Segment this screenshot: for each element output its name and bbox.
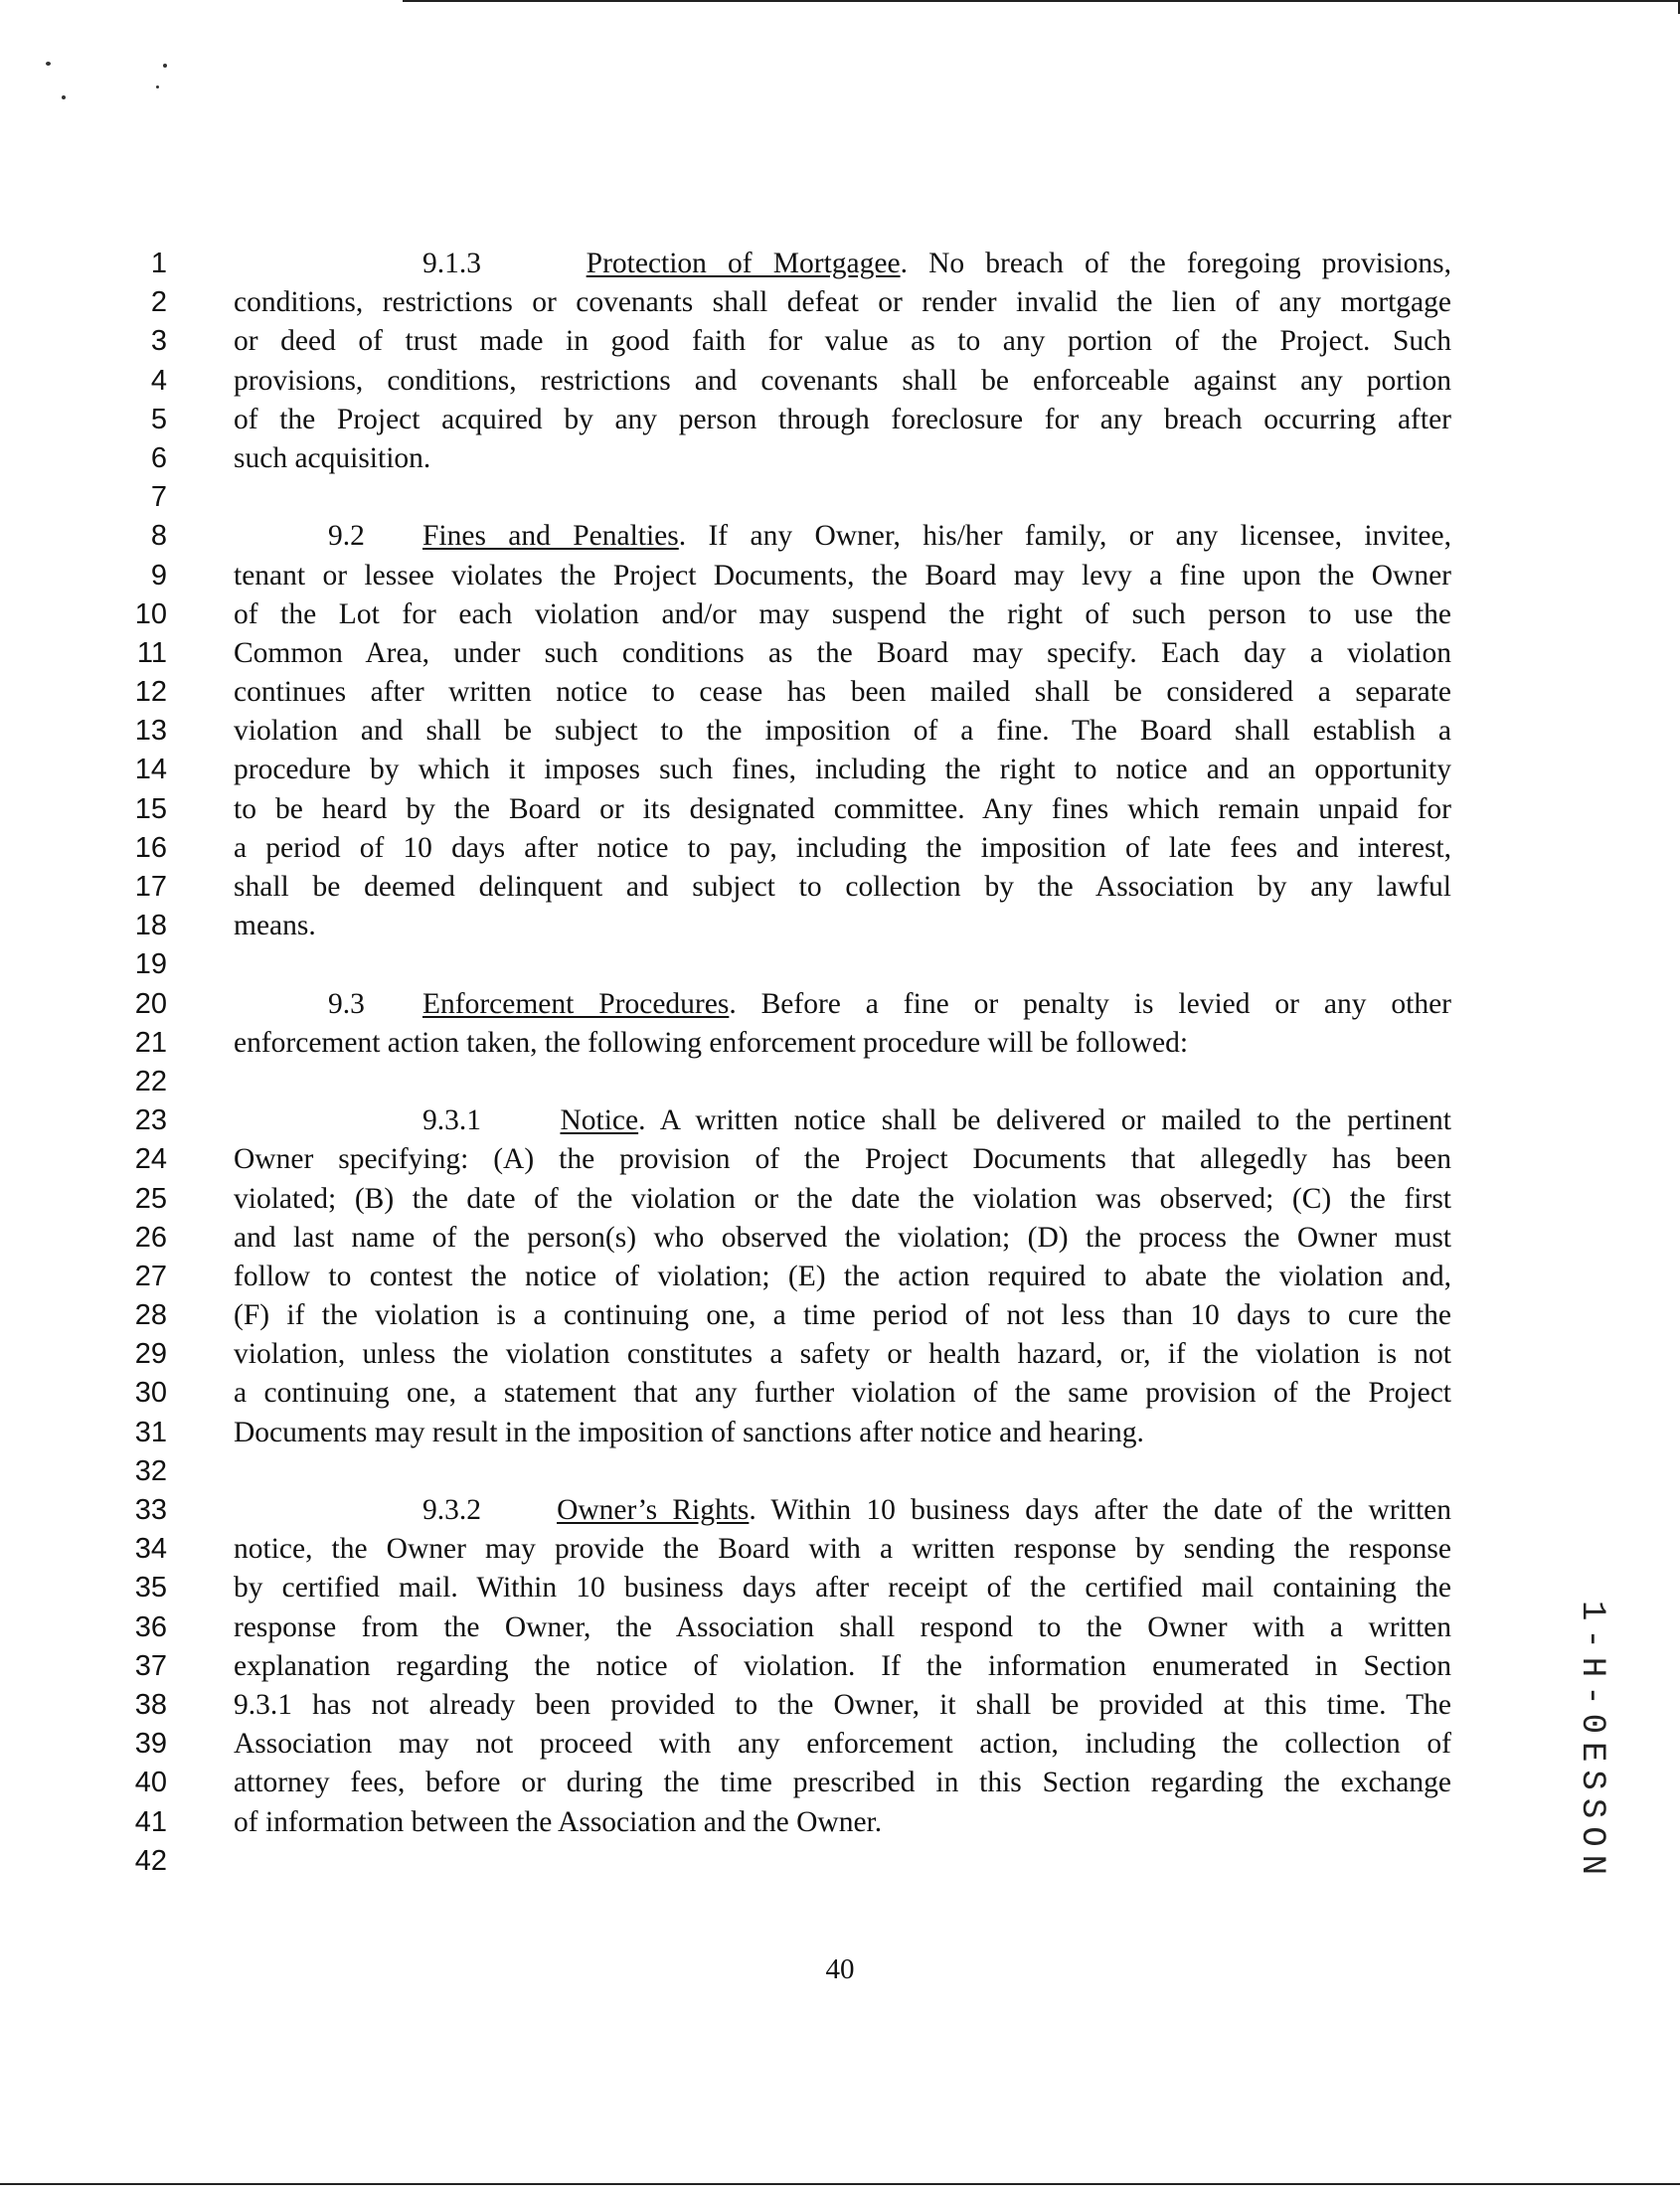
line-number: 16 [134,831,167,864]
paragraph-9-3-1-line: a continuing one, a statement that any further violation of the same provision of the Project [234,1377,1451,1410]
line-number: 32 [134,1454,167,1487]
paragraph-9-2-line: of the Lot for each violation and/or may suspend the right of such person to use the [234,597,1451,630]
paragraph-9-3-2-line: attorney fees, before or during the time prescribed in this Section regarding the exchange [234,1767,1451,1799]
blank-line [234,945,1451,984]
page-number: 40 [825,1953,855,1985]
blank-line [234,478,1451,517]
blank-line [234,1452,1451,1491]
line-number: 20 [134,987,167,1020]
line-number: 15 [134,792,167,825]
line-number: 25 [134,1182,167,1215]
scan-speck [163,64,167,68]
paragraph-9-3-2-line: response from the Owner, the Association shall respond to the Owner with a written [234,1610,1451,1643]
line-number: 11 [136,636,167,669]
section-heading: Fines and Penalties [422,520,679,553]
line-number: 10 [134,597,167,630]
paragraph-9-1-3-line: provisions, conditions, restrictions and covenants shall be enforceable against any portion [234,364,1451,397]
line-number: 28 [134,1299,167,1332]
paragraph-9-3-1-line: violation, unless the violation constitutes a safety or health hazard, or, if the violation is not [234,1338,1451,1371]
paragraph-9-3-2-line: explanation regarding the notice of violation. If the information enumerated in Section [234,1649,1451,1682]
paragraph-9-2-line: shall be deemed delinquent and subject to collection by the Association by any lawful [234,871,1451,903]
paragraph-9-3-1-line: follow to contest the notice of violation; (E) the action required to abate the violation and, [234,1260,1451,1292]
document-body [234,245,1451,1881]
paragraph-9-3-1-line: (F) if the violation is a continuing one, a time period of not less than 10 days to cure the [234,1299,1451,1332]
line-number: 26 [134,1221,167,1254]
section-number: 9.3 [328,987,365,1020]
line-number: 24 [134,1143,167,1176]
line-number: 35 [134,1572,167,1605]
line-number: 36 [134,1610,167,1643]
paragraph-9-2-line: to be heard by the Board or its designated committee. Any fines which remain unpaid for [234,792,1451,825]
text-run: . If any Owner, his/her family, or any licensee, invitee, [678,520,1451,553]
line-number: 27 [134,1260,167,1292]
paragraph-9-1-3-line [234,245,1451,283]
paragraph-9-1-3-line: conditions, restrictions or covenants shall defeat or render invalid the lien of any mortgage [234,286,1451,319]
line-number: 4 [150,364,167,397]
line-number: 40 [134,1767,167,1799]
line-number-column [119,245,167,1881]
line-number: 42 [134,1844,167,1877]
line-number: 21 [134,1026,167,1059]
section-number: 9.1.3 [422,248,481,279]
line-number: 34 [134,1533,167,1566]
line-number: 30 [134,1377,167,1410]
paragraph-9-3-line [234,985,1451,1024]
paragraph-9-2-line: Common Area, under such conditions as the Board may specify. Each day a violation [234,636,1451,669]
paragraph-9-3-2-line: 9.3.1 has not already been provided to the Owner, it shall be provided at this time. The [234,1688,1451,1721]
section-heading: Notice [560,1104,639,1137]
paragraph-9-1-3-line: or deed of trust made in good faith for value as to any portion of the Project. Such [234,325,1451,358]
line-number: 1 [150,248,167,279]
paragraph-9-3-1-line: violated; (B) the date of the violation or the date the violation was observed; (C) the first [234,1182,1451,1215]
paragraph-9-3-1-line: Owner specifying: (A) the provision of the Project Documents that allegedly has been [234,1143,1451,1176]
line-number: 3 [150,325,167,358]
line-number: 6 [150,441,167,474]
scan-speck [156,85,159,88]
line-number: 2 [150,286,167,319]
paragraph-9-2-line: violation and shall be subject to the imposition of a fine. The Board shall establish a [234,715,1451,748]
scan-speck [62,95,66,99]
paragraph-9-3-line: enforcement action taken, the following enforcement procedure will be followed: [234,1026,1189,1059]
paragraph-9-2-line: means. [234,910,316,942]
line-number: 17 [134,871,167,903]
section-number: 9.3.1 [422,1104,481,1137]
line-number: 18 [134,910,167,942]
line-number: 29 [134,1338,167,1371]
line-number: 13 [134,715,167,748]
blank-line [234,1063,1451,1101]
line-number: 23 [134,1104,167,1137]
section-number: 9.2 [328,520,365,553]
line-number: 14 [134,754,167,786]
top-scan-rule [403,0,1680,2]
line-number: 37 [134,1649,167,1682]
paragraph-9-3-1-line: and last name of the person(s) who observed the violation; (D) the process the Owner must [234,1221,1451,1254]
section-number: 9.3.2 [422,1494,481,1526]
paragraph-9-2-line: tenant or lessee violates the Project Documents, the Board may levy a fine upon the Owner [234,559,1451,592]
section-heading: Enforcement Procedures [422,987,730,1020]
line-number: 39 [134,1728,167,1761]
blank-line [234,1842,1451,1881]
line-number: 38 [134,1688,167,1721]
section-heading: Owner’s Rights [557,1494,750,1526]
line-number: 12 [134,676,167,709]
paragraph-9-3-1-line: Documents may result in the imposition of sanctions after notice and hearing. [234,1416,1144,1448]
line-number: 31 [134,1416,167,1448]
line-number: 41 [134,1805,167,1838]
paragraph-9-3-2-line: of information between the Association and the Owner. [234,1805,883,1838]
line-number: 5 [150,403,167,435]
bottom-scan-rule [0,2183,1680,2185]
section-heading: Protection of Mortgagee [586,248,901,279]
line-number: 22 [134,1065,167,1098]
text-run: . Within 10 business days after the date of the written [749,1494,1451,1526]
paragraph-9-3-1-line [234,1101,1451,1140]
side-document-stamp: 1-H-0ESSON [1573,1601,1610,1884]
paragraph-9-2-line [234,517,1451,556]
paragraph-9-3-2-line: by certified mail. Within 10 business days after receipt of the certified mail containing the [234,1572,1451,1605]
paragraph-9-3-2-line: Association may not proceed with any enforcement action, including the collection of [234,1728,1451,1761]
line-number: 19 [134,948,167,981]
paragraph-9-1-3-line: such acquisition. [234,441,431,474]
line-number: 8 [150,520,167,553]
paragraph-9-2-line: procedure by which it imposes such fines, including the right to notice and an opportunity [234,754,1451,786]
paragraph-9-1-3-line: of the Project acquired by any person through foreclosure for any breach occurring after [234,403,1451,435]
paragraph-9-2-line: a period of 10 days after notice to pay, including the imposition of late fees and interest, [234,831,1451,864]
paragraph-9-2-line: continues after written notice to cease has been mailed shall be considered a separate [234,676,1451,709]
line-number: 9 [150,559,167,592]
text-run: . No breach of the foregoing provisions, [900,248,1451,279]
text-run: . A written notice shall be delivered or mailed to the pertinent [638,1104,1451,1137]
line-number: 33 [134,1494,167,1526]
scan-speck [46,62,51,66]
paragraph-9-3-2-line: notice, the Owner may provide the Board with a written response by sending the response [234,1533,1451,1566]
paragraph-9-3-2-line [234,1491,1451,1530]
text-run: . Before a fine or penalty is levied or any other [729,987,1452,1020]
line-number: 7 [150,481,167,514]
